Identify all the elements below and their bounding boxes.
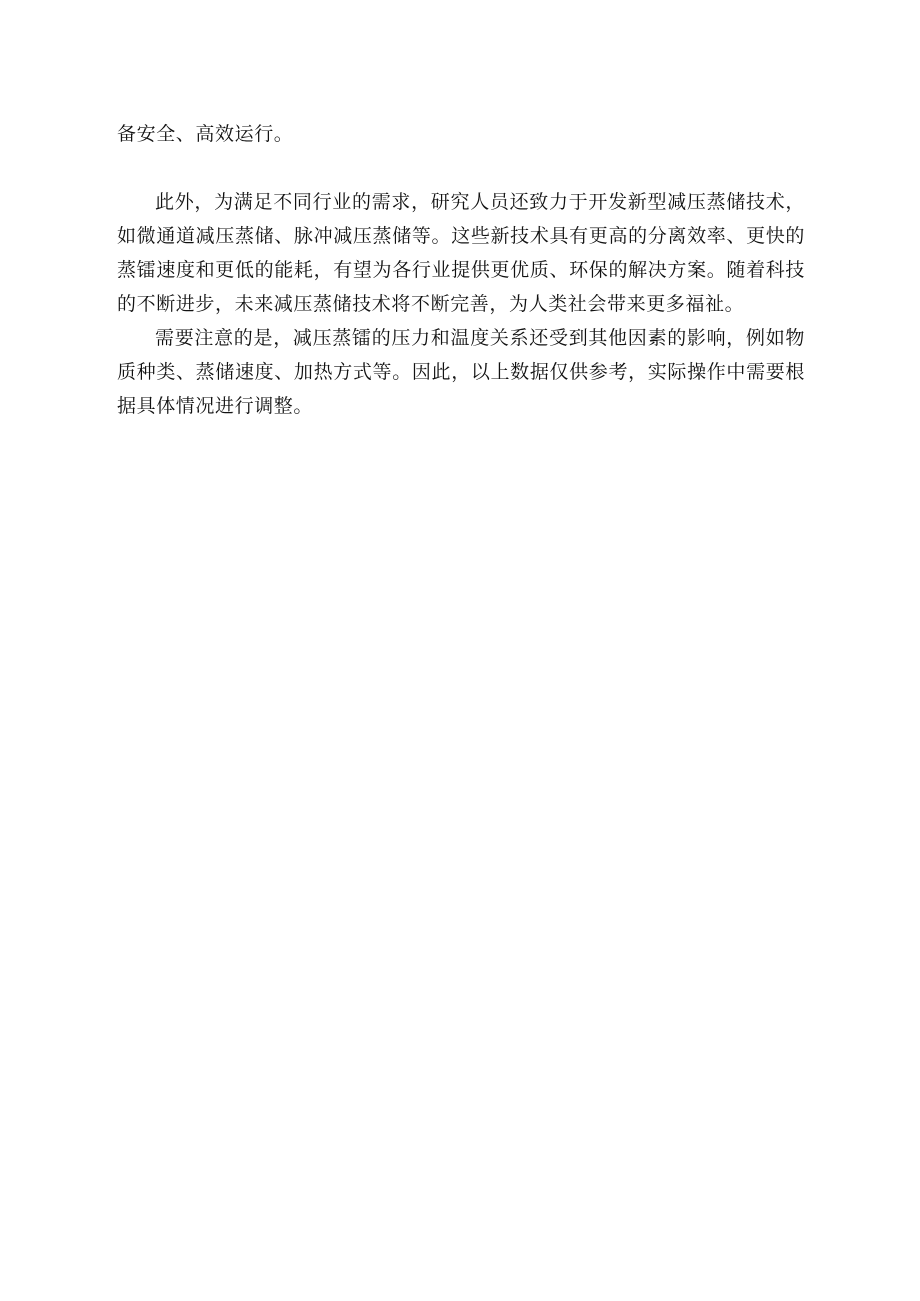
paragraph-note: 需要注意的是，减压蒸镭的压力和温度关系还受到其他因素的影响，例如物质种类、蒸储速度、加热方式等。因此，以上数据仅供参考，实际操作中需要根据具体情况进行调整。 xyxy=(117,327,805,417)
paragraph-continuation: 备安全、高效运行。 xyxy=(117,123,294,145)
paragraph-new-technologies: 此外，为满足不同行业的需求，研究人员还致力于开发新型减压蒸储技术，如微通道减压蒸储、脉冲减压蒸储等。这些新技术具有更高的分离效率、更快的蒸镭速度和更低的能耗，有望为各行业提供更优质、环保的解决方案。随着科技的不断进步，未来减压蒸储技术将不断完善，为人类社会带来更多福祉。 xyxy=(117,191,805,315)
document-body xyxy=(117,117,805,423)
